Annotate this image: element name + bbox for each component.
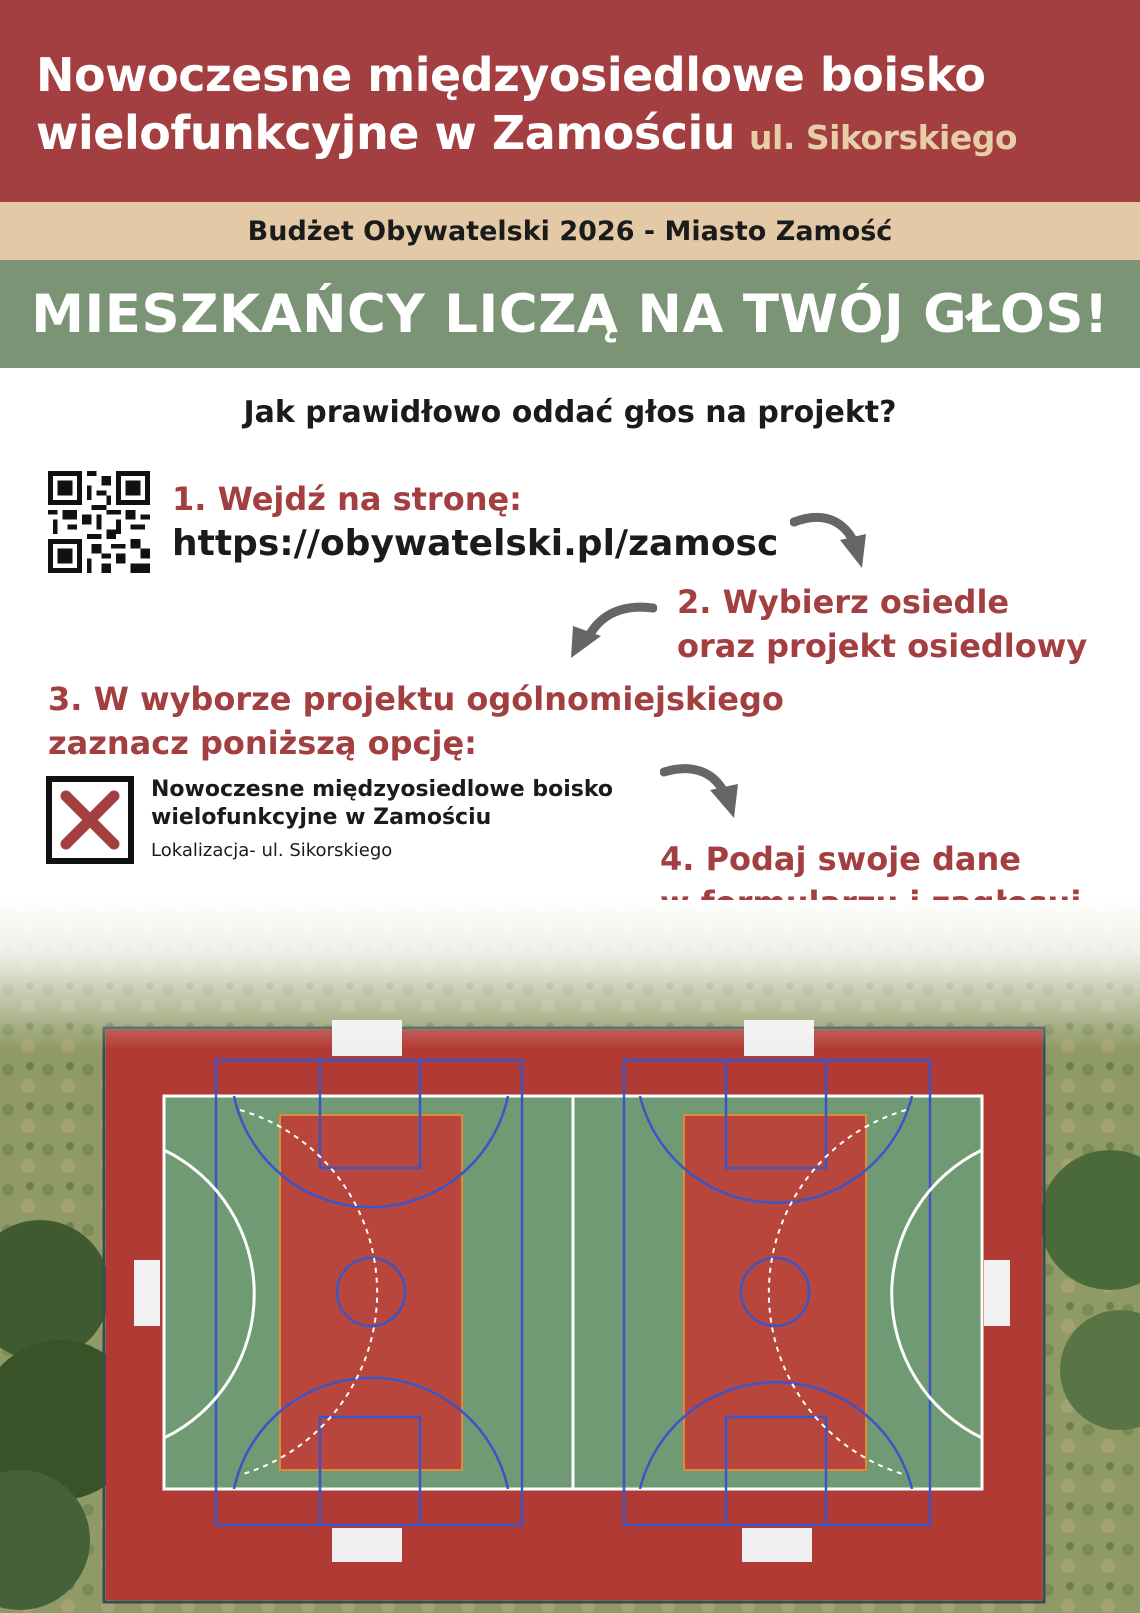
header-banner	[0, 0, 1140, 202]
slogan-bar: MIESZKAŃCY LICZĄ NA TWÓJ GŁOS!	[0, 260, 1140, 368]
ballot-option-name	[151, 776, 613, 832]
ballot-option-location: Lokalizacja- ul. Sikorskiego	[151, 840, 393, 861]
step-2-text	[677, 580, 1087, 668]
page-title	[36, 46, 1126, 167]
curved-arrow-icon	[790, 510, 870, 572]
ballot-option-line-2: wielofunkcyjne w Zamościu	[151, 805, 492, 830]
title-line-2-text: wielofunkcyjne w Zamościu	[36, 106, 736, 160]
title-line-2	[36, 104, 1126, 167]
voting-url-link[interactable]: https://obywatelski.pl/zamosc	[172, 523, 779, 564]
curved-arrow-icon	[660, 762, 744, 822]
budget-bar: Budżet Obywatelski 2026 - Miasto Zamość	[0, 202, 1140, 260]
curved-arrow-icon	[565, 600, 657, 662]
step-3-text	[48, 677, 784, 765]
ballot-option-line-1: Nowoczesne międzyosiedlowe boisko	[151, 777, 613, 802]
title-line-1: Nowoczesne międzyosiedlowe boisko	[36, 48, 986, 102]
voting-question: Jak prawidłowo oddać głos na projekt?	[243, 395, 897, 430]
step-3-line-1: 3. W wyborze projektu ogólnomiejskiego	[48, 680, 784, 718]
photo-fade-overlay	[0, 900, 1140, 1050]
step-3-line-2: zaznacz poniższą opcję:	[48, 724, 477, 762]
street-label: ul. Sikorskiego	[749, 118, 1018, 157]
step-2-line-2: oraz projekt osiedlowy	[677, 627, 1088, 665]
step-2-line-1: 2. Wybierz osiedle	[677, 583, 1010, 621]
step-4-line-1: 4. Podaj swoje dane	[660, 840, 1021, 878]
step-1-label: 1. Wejdź na stronę:	[172, 480, 522, 518]
qr-code-icon[interactable]	[48, 471, 150, 573]
checkbox-x-icon[interactable]	[46, 776, 134, 864]
